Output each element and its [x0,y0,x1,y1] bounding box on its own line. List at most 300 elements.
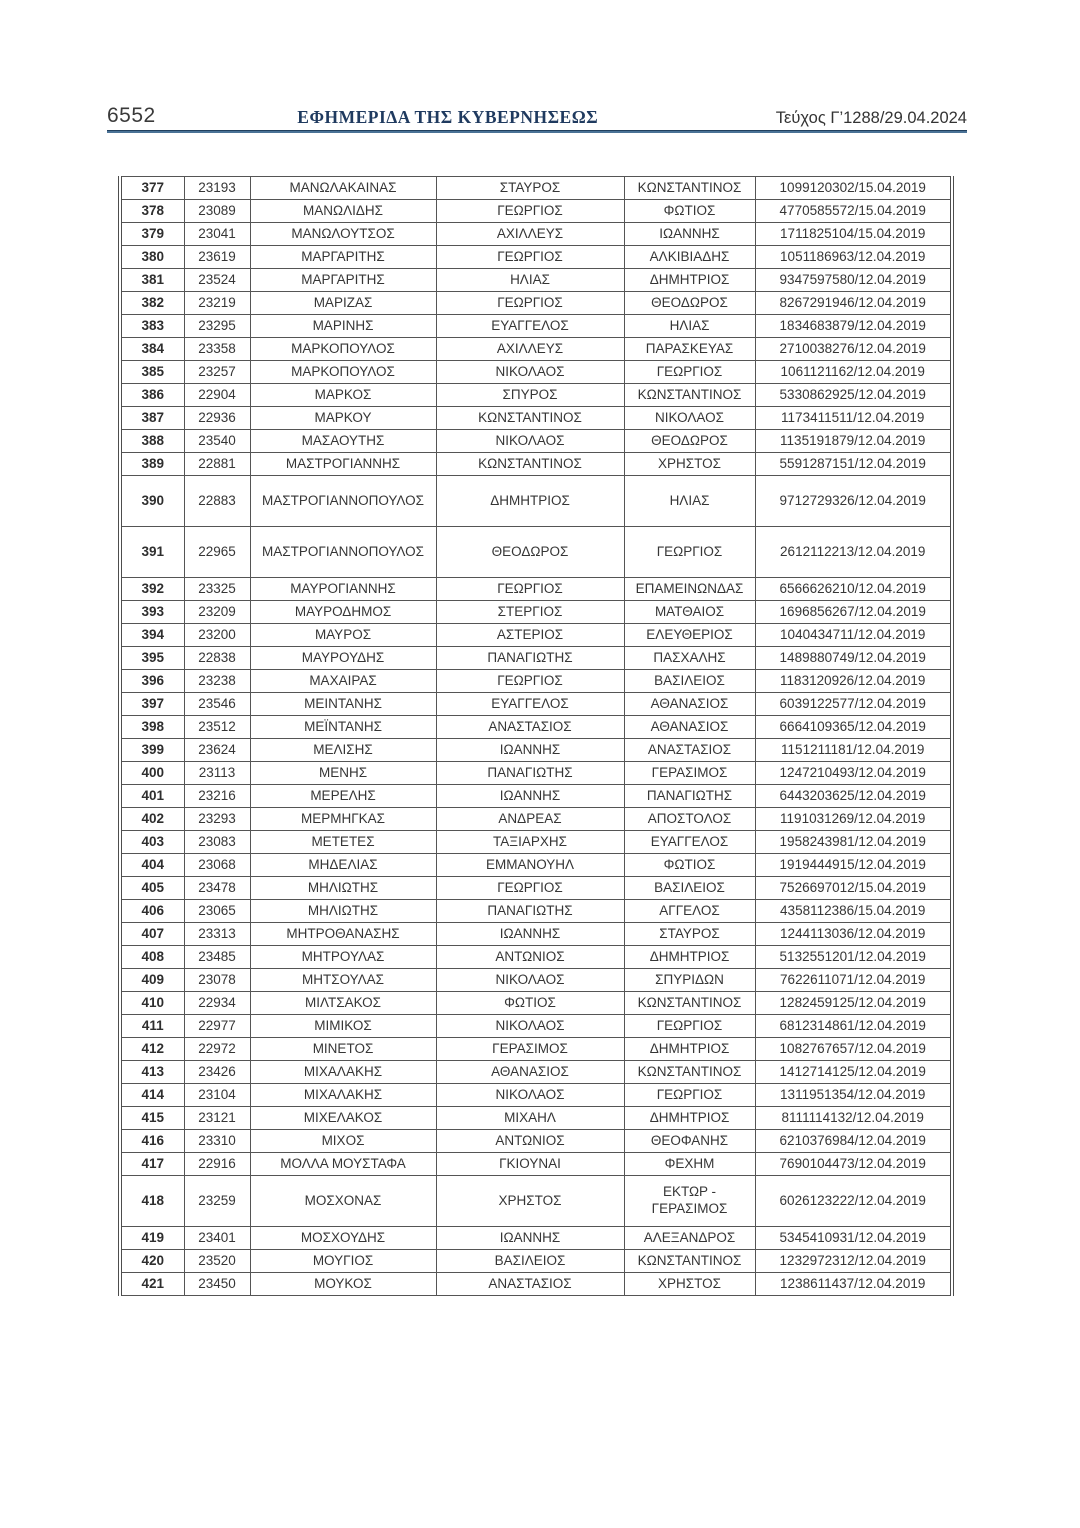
cell-row-number: 404 [120,854,184,877]
cell-row-number: 412 [120,1038,184,1061]
table-row [120,716,952,739]
cell-registry-number: 1958243981/12.04.2019 [755,831,952,854]
cell-row-number: 402 [120,808,184,831]
table-row [120,785,952,808]
cell-surname: ΜΙΧΕΛΑΚΟΣ [250,1107,436,1130]
cell-row-number: 401 [120,785,184,808]
cell-code: 22916 [184,1153,250,1176]
cell-code: 23512 [184,716,250,739]
cell-father-name: ΠΑΡΑΣΚΕΥΑΣ [624,338,755,361]
cell-row-number: 409 [120,969,184,992]
cell-row-number: 413 [120,1061,184,1084]
cell-registry-number: 1061121162/12.04.2019 [755,361,952,384]
cell-code: 23200 [184,624,250,647]
cell-row-number: 407 [120,923,184,946]
cell-father-name: ΔΗΜΗΤΡΙΟΣ [624,946,755,969]
cell-surname: ΜΙΧΑΛΑΚΗΣ [250,1084,436,1107]
cell-code: 23546 [184,693,250,716]
table-row [120,292,952,315]
cell-surname: ΜΕΙΝΤΑΝΗΣ [250,693,436,716]
cell-surname: ΜΙΧΟΣ [250,1130,436,1153]
table-row [120,1176,952,1227]
cell-code: 23068 [184,854,250,877]
cell-registry-number: 7690104473/12.04.2019 [755,1153,952,1176]
cell-code: 23216 [184,785,250,808]
cell-first-name: ΓΕΩΡΓΙΟΣ [436,877,624,900]
table-row [120,1061,952,1084]
cell-row-number: 396 [120,670,184,693]
cell-registry-number: 8267291946/12.04.2019 [755,292,952,315]
cell-surname: ΜΟΛΛΑ ΜΟΥΣΤΑΦΑ [250,1153,436,1176]
cell-surname: ΜΑΣΑΟΥΤΗΣ [250,430,436,453]
cell-code: 22934 [184,992,250,1015]
cell-father-name: ΔΗΜΗΤΡΙΟΣ [624,1107,755,1130]
cell-code: 23478 [184,877,250,900]
cell-registry-number: 1311951354/12.04.2019 [755,1084,952,1107]
cell-row-number: 391 [120,527,184,578]
cell-first-name: ΑΧΙΛΛΕΥΣ [436,338,624,361]
cell-code: 23619 [184,246,250,269]
cell-surname: ΜΑΡΓΑΡΙΤΗΣ [250,269,436,292]
cell-registry-number: 1247210493/12.04.2019 [755,762,952,785]
table-row [120,969,952,992]
cell-first-name: ΓΕΩΡΓΙΟΣ [436,578,624,601]
cell-surname: ΜΑΡΙΝΗΣ [250,315,436,338]
cell-row-number: 417 [120,1153,184,1176]
cell-first-name: ΓΕΡΑΣΙΜΟΣ [436,1038,624,1061]
cell-father-name: ΚΩΝΣΤΑΝΤΙΝΟΣ [624,992,755,1015]
cell-first-name: ΑΧΙΛΛΕΥΣ [436,223,624,246]
cell-registry-number: 6039122577/12.04.2019 [755,693,952,716]
cell-first-name: ΗΛΙΑΣ [436,269,624,292]
cell-code: 23083 [184,831,250,854]
cell-surname: ΜΑΣΤΡΟΓΙΑΝΝΟΠΟΥΛΟΣ [250,527,436,578]
table-row [120,315,952,338]
cell-row-number: 403 [120,831,184,854]
cell-father-name: ΓΕΩΡΓΙΟΣ [624,1015,755,1038]
cell-surname: ΜΑΣΤΡΟΓΙΑΝΝΟΠΟΥΛΟΣ [250,476,436,527]
cell-row-number: 381 [120,269,184,292]
table-row [120,200,952,223]
cell-code: 23401 [184,1227,250,1250]
cell-surname: ΜΗΛΙΩΤΗΣ [250,900,436,923]
cell-surname: ΜΕΪΝΤΑΝΗΣ [250,716,436,739]
table-row [120,1130,952,1153]
cell-registry-number: 1282459125/12.04.2019 [755,992,952,1015]
cell-surname: ΜΑΣΤΡΟΓΙΑΝΝΗΣ [250,453,436,476]
cell-row-number: 419 [120,1227,184,1250]
cell-father-name: ΚΩΝΣΤΑΝΤΙΝΟΣ [624,1061,755,1084]
table-row [120,246,952,269]
cell-surname: ΜΑΡΚΟΥ [250,407,436,430]
cell-code: 23238 [184,670,250,693]
cell-surname: ΜΑΡΙΖΑΣ [250,292,436,315]
cell-surname: ΜΟΥΚΟΣ [250,1273,436,1296]
cell-code: 22904 [184,384,250,407]
cell-code: 22977 [184,1015,250,1038]
cell-first-name: ΓΚΙΟΥΝΑΙ [436,1153,624,1176]
cell-surname: ΜΕΡΕΛΗΣ [250,785,436,808]
cell-code: 23540 [184,430,250,453]
table-row [120,670,952,693]
table-row [120,854,952,877]
cell-row-number: 421 [120,1273,184,1296]
cell-father-name: ΓΕΡΑΣΙΜΟΣ [624,762,755,785]
table-row [120,384,952,407]
cell-surname: ΜΟΣΧΟΝΑΣ [250,1176,436,1227]
page-header [107,98,967,128]
cell-first-name: ΠΑΝΑΓΙΩΤΗΣ [436,647,624,670]
cell-surname: ΜΟΥΓΙΟΣ [250,1250,436,1273]
cell-father-name: ΑΘΑΝΑΣΙΟΣ [624,716,755,739]
cell-row-number: 385 [120,361,184,384]
table-row [120,361,952,384]
header-divider-rule [107,130,967,133]
cell-code: 23193 [184,177,250,200]
table-row [120,430,952,453]
table-row [120,338,952,361]
cell-row-number: 378 [120,200,184,223]
table-row [120,453,952,476]
cell-first-name: ΤΑΞΙΑΡΧΗΣ [436,831,624,854]
cell-first-name: ΣΤΑΥΡΟΣ [436,177,624,200]
gazette-masthead-title: ΕΦΗΜΕΡΙΔΑ ΤΗΣ ΚΥΒΕΡΝΗΣΕΩΣ [297,107,599,127]
cell-surname: ΜΙΛΤΣΑΚΟΣ [250,992,436,1015]
cell-row-number: 382 [120,292,184,315]
cell-father-name: ΗΛΙΑΣ [624,476,755,527]
cell-father-name: ΓΕΩΡΓΙΟΣ [624,527,755,578]
table-row [120,1153,952,1176]
cell-row-number: 399 [120,739,184,762]
cell-father-name: ΦΕΧΗΜ [624,1153,755,1176]
cell-row-number: 389 [120,453,184,476]
cell-row-number: 406 [120,900,184,923]
cell-father-name: ΧΡΗΣΤΟΣ [624,1273,755,1296]
cell-code: 23310 [184,1130,250,1153]
cell-registry-number: 1834683879/12.04.2019 [755,315,952,338]
cell-code: 23325 [184,578,250,601]
cell-row-number: 379 [120,223,184,246]
cell-surname: ΜΕΤΕΤΕΣ [250,831,436,854]
cell-father-name: ΠΑΣΧΑΛΗΣ [624,647,755,670]
cell-registry-number: 6026123222/12.04.2019 [755,1176,952,1227]
cell-row-number: 380 [120,246,184,269]
table-row [120,831,952,854]
cell-father-name: ΗΛΙΑΣ [624,315,755,338]
cell-registry-number: 1135191879/12.04.2019 [755,430,952,453]
cell-surname: ΜΑΧΑΙΡΑΣ [250,670,436,693]
cell-row-number: 388 [120,430,184,453]
cell-code: 23624 [184,739,250,762]
cell-father-name: ΚΩΝΣΤΑΝΤΙΝΟΣ [624,384,755,407]
cell-code: 23293 [184,808,250,831]
table-row [120,601,952,624]
cell-father-name: ΑΛΚΙΒΙΑΔΗΣ [624,246,755,269]
cell-registry-number: 9347597580/12.04.2019 [755,269,952,292]
table-row [120,808,952,831]
cell-registry-number: 2710038276/12.04.2019 [755,338,952,361]
table-row [120,923,952,946]
cell-father-name: ΑΘΑΝΑΣΙΟΣ [624,693,755,716]
cell-row-number: 398 [120,716,184,739]
cell-first-name: ΝΙΚΟΛΑΟΣ [436,361,624,384]
cell-registry-number: 1040434711/12.04.2019 [755,624,952,647]
cell-father-name: ΦΩΤΙΟΣ [624,854,755,877]
cell-registry-number: 1919444915/12.04.2019 [755,854,952,877]
cell-registry-number: 1238611437/12.04.2019 [755,1273,952,1296]
cell-registry-number: 2612112213/12.04.2019 [755,527,952,578]
table-row [120,1038,952,1061]
cell-code: 23089 [184,200,250,223]
cell-surname: ΜΟΣΧΟΥΔΗΣ [250,1227,436,1250]
table-row [120,578,952,601]
cell-first-name: ΑΝΤΩΝΙΟΣ [436,1130,624,1153]
cell-surname: ΜΕΝΗΣ [250,762,436,785]
cell-row-number: 410 [120,992,184,1015]
cell-code: 23209 [184,601,250,624]
cell-first-name: ΚΩΝΣΤΑΝΤΙΝΟΣ [436,407,624,430]
persons-table-body [120,177,952,1296]
cell-row-number: 377 [120,177,184,200]
cell-father-name: ΓΕΩΡΓΙΟΣ [624,1084,755,1107]
cell-code: 23450 [184,1273,250,1296]
cell-code: 23313 [184,923,250,946]
cell-row-number: 397 [120,693,184,716]
cell-code: 23065 [184,900,250,923]
cell-surname: ΜΑΝΩΛΙΔΗΣ [250,200,436,223]
cell-surname: ΜΗΛΙΩΤΗΣ [250,877,436,900]
cell-first-name: ΚΩΝΣΤΑΝΤΙΝΟΣ [436,453,624,476]
cell-registry-number: 7622611071/12.04.2019 [755,969,952,992]
cell-first-name: ΙΩΑΝΝΗΣ [436,923,624,946]
cell-father-name: ΘΕΟΦΑΝΗΣ [624,1130,755,1153]
table-row [120,1273,952,1296]
cell-surname: ΜΙΜΙΚΟΣ [250,1015,436,1038]
cell-father-name: ΕΠΑΜΕΙΝΩΝΔΑΣ [624,578,755,601]
cell-row-number: 383 [120,315,184,338]
cell-registry-number: 1082767657/12.04.2019 [755,1038,952,1061]
cell-first-name: ΝΙΚΟΛΑΟΣ [436,1015,624,1038]
cell-row-number: 400 [120,762,184,785]
cell-registry-number: 1051186963/12.04.2019 [755,246,952,269]
table-row [120,900,952,923]
cell-code: 23358 [184,338,250,361]
cell-code: 23257 [184,361,250,384]
cell-surname: ΜΕΛΙΣΗΣ [250,739,436,762]
cell-registry-number: 1696856267/12.04.2019 [755,601,952,624]
cell-registry-number: 1151211181/12.04.2019 [755,739,952,762]
table-row [120,476,952,527]
cell-surname: ΜΑΝΩΛΟΥΤΣΟΣ [250,223,436,246]
table-row [120,1107,952,1130]
table-row [120,269,952,292]
persons-table [118,176,954,1296]
cell-first-name: ΝΙΚΟΛΑΟΣ [436,1084,624,1107]
cell-row-number: 390 [120,476,184,527]
cell-first-name: ΠΑΝΑΓΙΩΤΗΣ [436,900,624,923]
cell-registry-number: 1489880749/12.04.2019 [755,647,952,670]
cell-first-name: ΠΑΝΑΓΙΩΤΗΣ [436,762,624,785]
cell-code: 22881 [184,453,250,476]
cell-surname: ΜΗΤΡΟΘΑΝΑΣΗΣ [250,923,436,946]
cell-code: 23426 [184,1061,250,1084]
cell-first-name: ΕΜΜΑΝΟΥΗΛ [436,854,624,877]
cell-first-name: ΕΥΑΓΓΕΛΟΣ [436,315,624,338]
cell-registry-number: 9712729326/12.04.2019 [755,476,952,527]
cell-first-name: ΑΝΑΣΤΑΣΙΟΣ [436,716,624,739]
table-row [120,992,952,1015]
cell-code: 23121 [184,1107,250,1130]
cell-first-name: ΙΩΑΝΝΗΣ [436,785,624,808]
cell-registry-number: 4358112386/15.04.2019 [755,900,952,923]
cell-father-name: ΘΕΟΔΩΡΟΣ [624,292,755,315]
cell-code: 23295 [184,315,250,338]
cell-father-name: ΕΚΤΩΡ - ΓΕΡΑΣΙΜΟΣ [624,1176,755,1227]
cell-registry-number: 1412714125/12.04.2019 [755,1061,952,1084]
cell-first-name: ΓΕΩΡΓΙΟΣ [436,246,624,269]
cell-father-name: ΕΥΑΓΓΕΛΟΣ [624,831,755,854]
cell-surname: ΜΕΡΜΗΓΚΑΣ [250,808,436,831]
cell-first-name: ΓΕΩΡΓΙΟΣ [436,670,624,693]
cell-row-number: 384 [120,338,184,361]
cell-father-name: ΑΠΟΣΤΟΛΟΣ [624,808,755,831]
cell-father-name: ΧΡΗΣΤΟΣ [624,453,755,476]
cell-registry-number: 1173411511/12.04.2019 [755,407,952,430]
cell-first-name: ΑΣΤΕΡΙΟΣ [436,624,624,647]
cell-registry-number: 6664109365/12.04.2019 [755,716,952,739]
cell-surname: ΜΑΡΓΑΡΙΤΗΣ [250,246,436,269]
table-row [120,946,952,969]
table-row [120,1015,952,1038]
cell-surname: ΜΗΤΣΟΥΛΑΣ [250,969,436,992]
table-row [120,177,952,200]
cell-father-name: ΚΩΝΣΤΑΝΤΙΝΟΣ [624,177,755,200]
cell-code: 22965 [184,527,250,578]
cell-code: 23104 [184,1084,250,1107]
cell-row-number: 392 [120,578,184,601]
cell-first-name: ΔΗΜΗΤΡΙΟΣ [436,476,624,527]
cell-father-name: ΕΛΕΥΘΕΡΙΟΣ [624,624,755,647]
cell-code: 23259 [184,1176,250,1227]
cell-code: 22972 [184,1038,250,1061]
cell-first-name: ΒΑΣΙΛΕΙΟΣ [436,1250,624,1273]
cell-registry-number: 5132551201/12.04.2019 [755,946,952,969]
cell-row-number: 411 [120,1015,184,1038]
cell-row-number: 405 [120,877,184,900]
cell-surname: ΜΑΡΚΟΠΟΥΛΟΣ [250,338,436,361]
cell-row-number: 395 [120,647,184,670]
cell-registry-number: 4770585572/15.04.2019 [755,200,952,223]
cell-first-name: ΘΕΟΔΩΡΟΣ [436,527,624,578]
cell-registry-number: 5345410931/12.04.2019 [755,1227,952,1250]
cell-surname: ΜΑΡΚΟΠΟΥΛΟΣ [250,361,436,384]
cell-surname: ΜΙΝΕΤΟΣ [250,1038,436,1061]
cell-registry-number: 1191031269/12.04.2019 [755,808,952,831]
cell-code: 23113 [184,762,250,785]
cell-code: 22838 [184,647,250,670]
page-number: 6552 [107,104,156,127]
table-row [120,647,952,670]
cell-row-number: 408 [120,946,184,969]
cell-father-name: ΔΗΜΗΤΡΙΟΣ [624,269,755,292]
cell-first-name: ΑΝΔΡΕΑΣ [436,808,624,831]
cell-surname: ΜΑΥΡΟΣ [250,624,436,647]
cell-first-name: ΙΩΑΝΝΗΣ [436,739,624,762]
cell-father-name: ΒΑΣΙΛΕΙΟΣ [624,877,755,900]
cell-row-number: 386 [120,384,184,407]
cell-first-name: ΣΤΕΡΓΙΟΣ [436,601,624,624]
cell-father-name: ΙΩΑΝΝΗΣ [624,223,755,246]
cell-code: 23520 [184,1250,250,1273]
cell-first-name: ΙΩΑΝΝΗΣ [436,1227,624,1250]
cell-code: 23219 [184,292,250,315]
table-row [120,624,952,647]
cell-father-name: ΓΕΩΡΓΙΟΣ [624,361,755,384]
cell-code: 22883 [184,476,250,527]
cell-father-name: ΘΕΟΔΩΡΟΣ [624,430,755,453]
table-row [120,693,952,716]
table-row [120,407,952,430]
cell-first-name: ΦΩΤΙΟΣ [436,992,624,1015]
cell-row-number: 414 [120,1084,184,1107]
cell-first-name: ΕΥΑΓΓΕΛΟΣ [436,693,624,716]
issue-info: Τεύχος Γ’1288/29.04.2024 [775,109,967,127]
cell-row-number: 387 [120,407,184,430]
cell-registry-number: 8111114132/12.04.2019 [755,1107,952,1130]
cell-father-name: ΑΛΕΞΑΝΔΡΟΣ [624,1227,755,1250]
table-row [120,223,952,246]
cell-father-name: ΠΑΝΑΓΙΩΤΗΣ [624,785,755,808]
cell-father-name: ΚΩΝΣΤΑΝΤΙΝΟΣ [624,1250,755,1273]
cell-first-name: ΝΙΚΟΛΑΟΣ [436,969,624,992]
cell-row-number: 415 [120,1107,184,1130]
cell-father-name: ΦΩΤΙΟΣ [624,200,755,223]
cell-row-number: 393 [120,601,184,624]
cell-father-name: ΒΑΣΙΛΕΙΟΣ [624,670,755,693]
table-row [120,1250,952,1273]
cell-father-name: ΝΙΚΟΛΑΟΣ [624,407,755,430]
cell-registry-number: 5591287151/12.04.2019 [755,453,952,476]
cell-surname: ΜΑΡΚΟΣ [250,384,436,407]
cell-father-name: ΜΑΤΘΑΙΟΣ [624,601,755,624]
cell-first-name: ΣΠΥΡΟΣ [436,384,624,407]
table-row [120,1084,952,1107]
cell-surname: ΜΑΥΡΟΓΙΑΝΝΗΣ [250,578,436,601]
cell-code: 23041 [184,223,250,246]
cell-first-name: ΓΕΩΡΓΙΟΣ [436,200,624,223]
cell-first-name: ΓΕΩΡΓΙΟΣ [436,292,624,315]
cell-surname: ΜΙΧΑΛΑΚΗΣ [250,1061,436,1084]
cell-first-name: ΑΝΤΩΝΙΟΣ [436,946,624,969]
cell-registry-number: 6812314861/12.04.2019 [755,1015,952,1038]
cell-registry-number: 6566626210/12.04.2019 [755,578,952,601]
cell-first-name: ΑΘΑΝΑΣΙΟΣ [436,1061,624,1084]
cell-registry-number: 7526697012/15.04.2019 [755,877,952,900]
cell-registry-number: 1244113036/12.04.2019 [755,923,952,946]
cell-row-number: 416 [120,1130,184,1153]
cell-surname: ΜΗΔΕΛΙΑΣ [250,854,436,877]
cell-surname: ΜΑΥΡΟΥΔΗΣ [250,647,436,670]
cell-first-name: ΧΡΗΣΤΟΣ [436,1176,624,1227]
table-row [120,877,952,900]
cell-row-number: 418 [120,1176,184,1227]
cell-surname: ΜΑΝΩΛΑΚΑΙΝΑΣ [250,177,436,200]
table-row [120,762,952,785]
cell-surname: ΜΗΤΡΟΥΛΑΣ [250,946,436,969]
cell-row-number: 420 [120,1250,184,1273]
cell-father-name: ΔΗΜΗΤΡΙΟΣ [624,1038,755,1061]
table-row [120,1227,952,1250]
